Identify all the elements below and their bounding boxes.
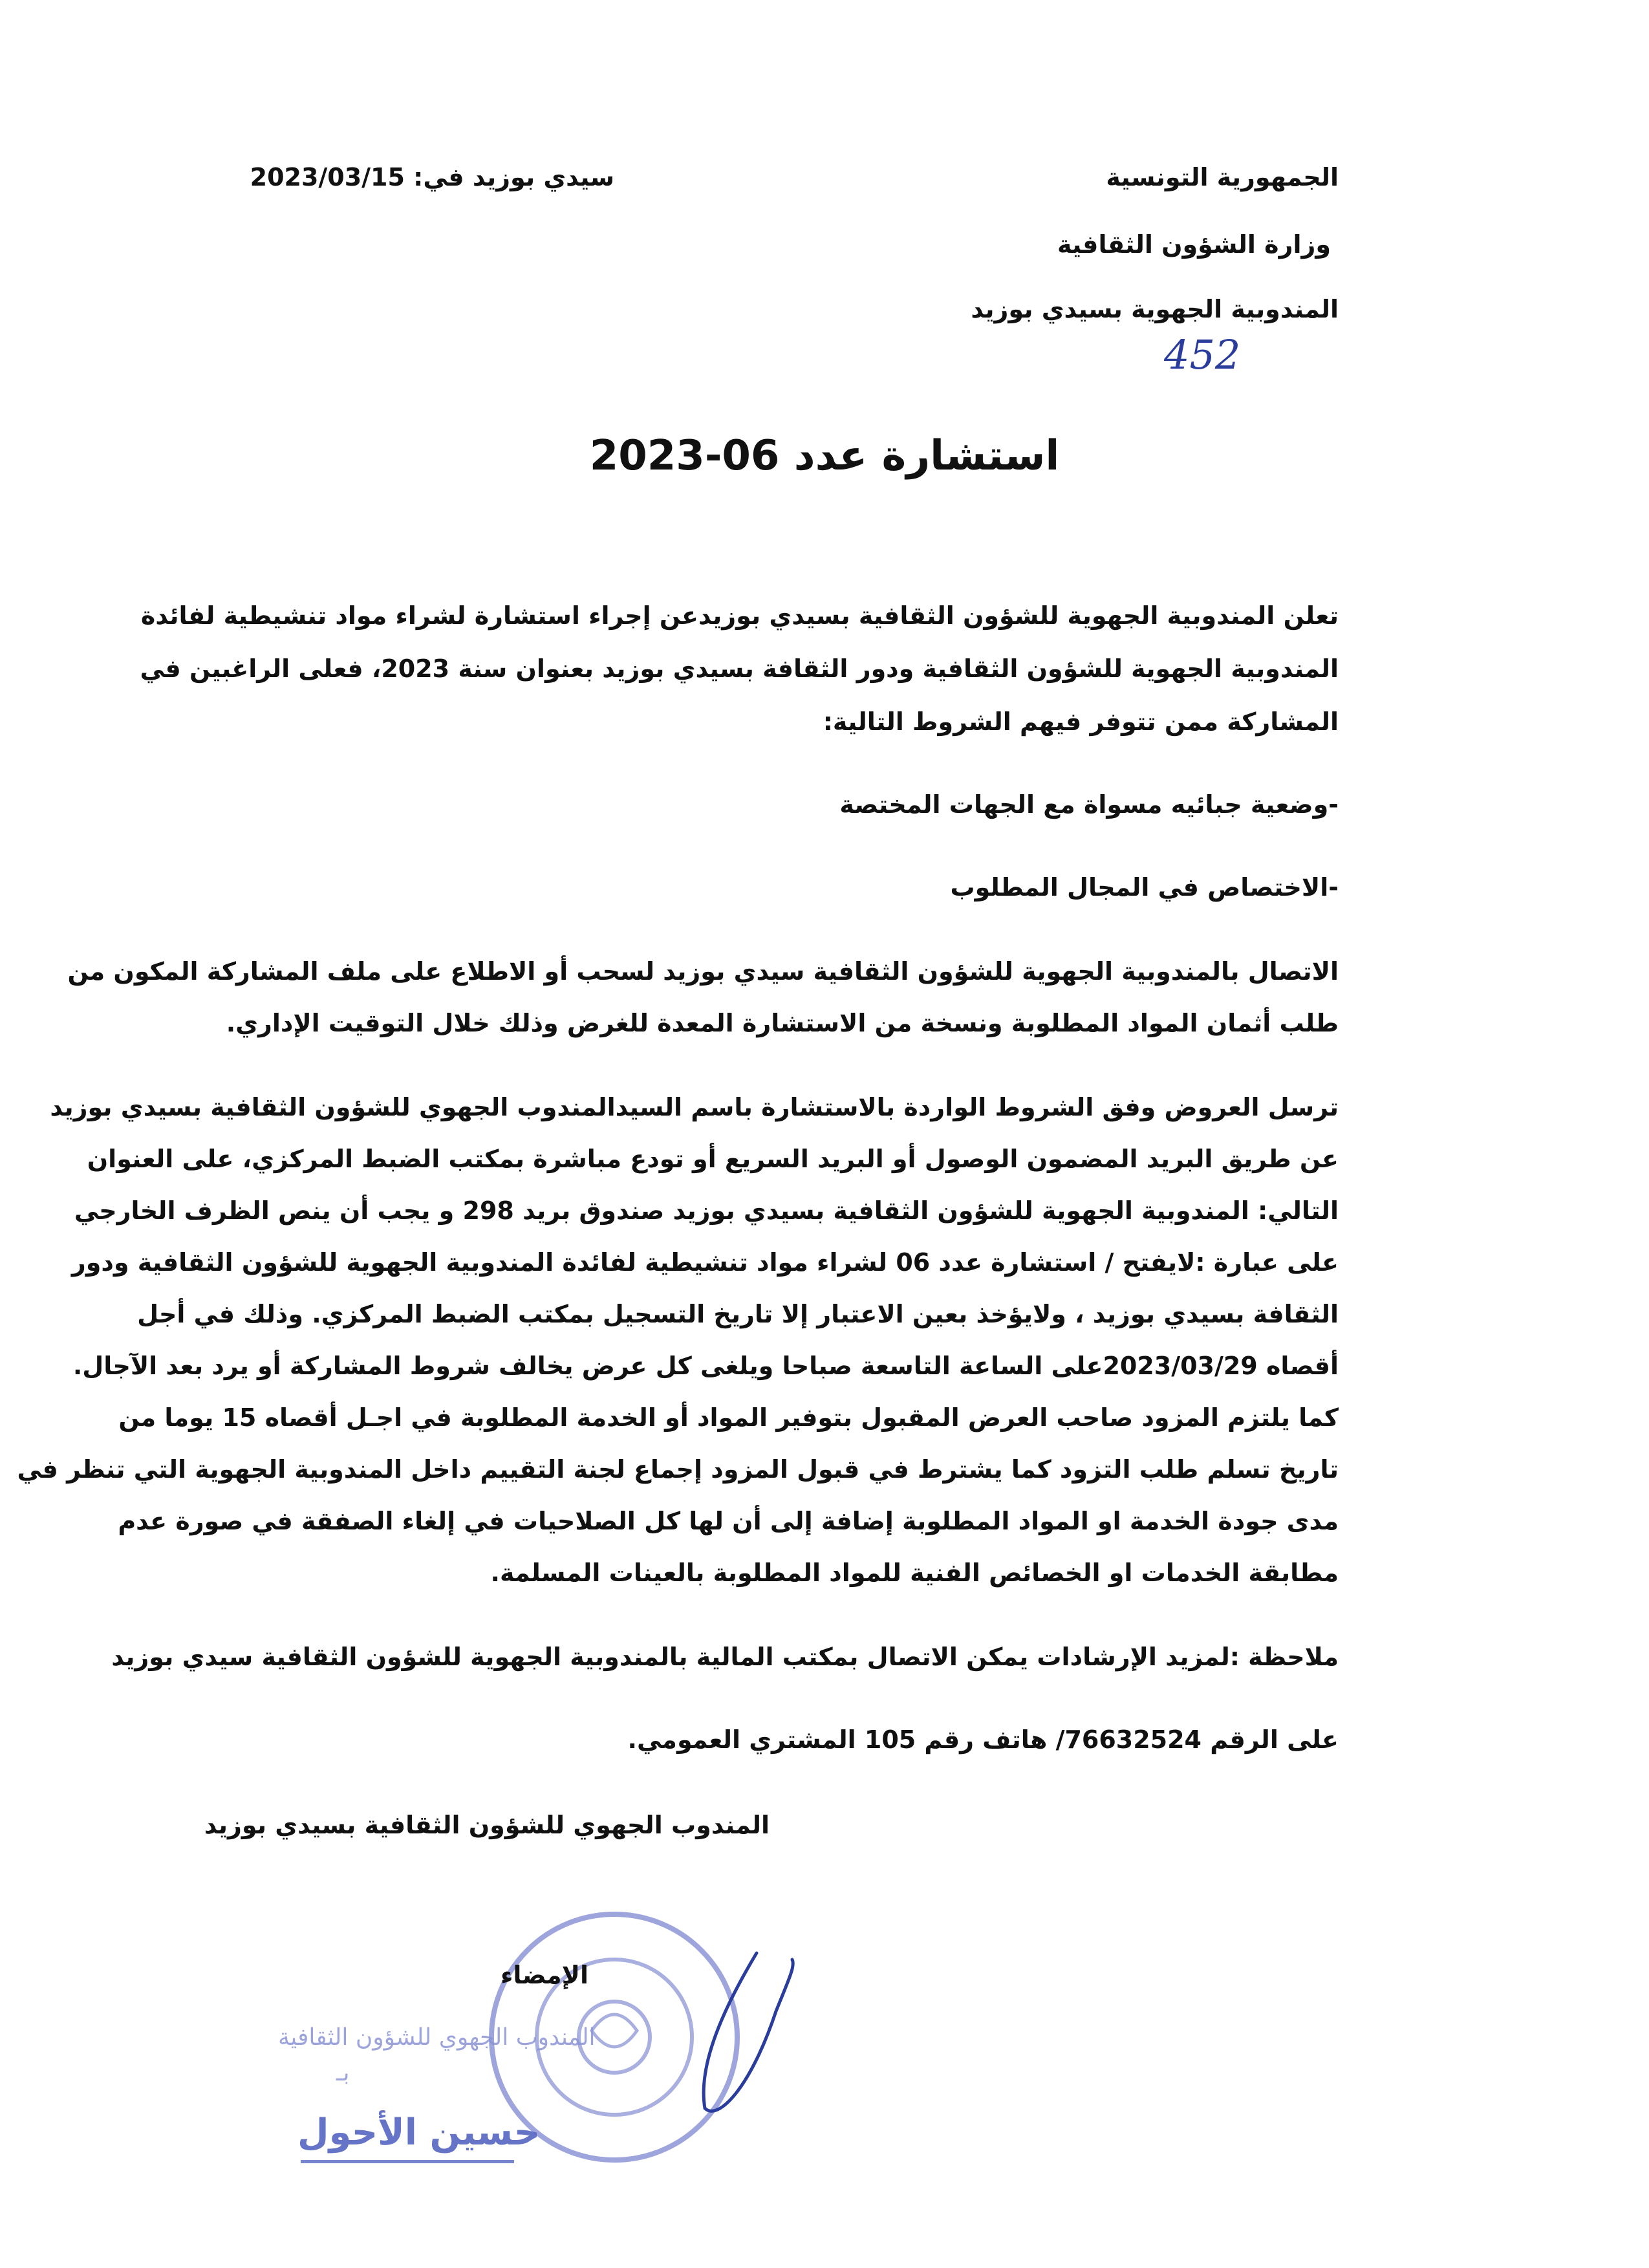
signer-name-underline bbox=[301, 2160, 514, 2163]
note-line-2: على الرقم 76632524/ هاتف رقم 105 المشتري العمومي. bbox=[627, 1725, 1339, 1754]
handwritten-signature bbox=[679, 1940, 808, 2134]
contact-line-2: طلب أثمان المواد المطلوبة ونسخة من الاستشارة المعدة للغرض وذلك خلال التوقيت الإداري. bbox=[226, 1009, 1339, 1037]
submission-line-9: مدى جودة الخدمة او المواد المطلوبة إضافة إلى أن لها كل الصلاحيات في إلغاء الصفقة في صورة عدم bbox=[118, 1507, 1339, 1535]
place-date: سيدي بوزيد في: 2023/03/15 bbox=[250, 163, 614, 191]
stamp-text-line-1: المندوب الجهوي للشؤون الثقافية bbox=[278, 2024, 596, 2051]
stamp-emblem-detail bbox=[592, 2014, 637, 2047]
signature-title: المندوب الجهوي للشؤون الثقافية بسيدي بوزيد bbox=[204, 1811, 770, 1839]
intro-line-3: المشاركة ممن تتوفر فيهم الشروط التالية: bbox=[823, 707, 1339, 736]
submission-line-8: تاريخ تسلم طلب التزود كما يشترط في قبول المزود إجماع لجنة التقييم داخل المندوبية الجهوية التي تنظر في bbox=[17, 1455, 1339, 1484]
submission-line-2: عن طريق البريد المضمون الوصول أو البريد السريع أو تودع مباشرة بمكتب الضبط المركزي، على العنوان bbox=[87, 1145, 1339, 1173]
submission-line-3: التالي: المندوبية الجهوية للشؤون الثقافية بسيدي بوزيد صندوق بريد 298 و يجب أن ينص الظرف الخارجي bbox=[74, 1196, 1339, 1225]
condition-1: -وضعية جبائيه مسواة مع الجهات المختصة bbox=[839, 790, 1339, 819]
header-ministry: وزارة الشؤون الثقافية bbox=[1057, 230, 1331, 259]
contact-line-1: الاتصال بالمندوبية الجهوية للشؤون الثقافية سيدي بوزيد لسحب أو الاطلاع على ملف المشاركة المكون من bbox=[67, 957, 1339, 986]
handwritten-number: 452 bbox=[1164, 331, 1241, 378]
header-country: الجمهورية التونسية bbox=[1106, 163, 1339, 191]
submission-line-5: الثقافة بسيدي بوزيد ، ولايؤخذ بعين الاعتبار إلا تاريخ التسجيل بمكتب الضبط المركزي. وذلك في أجل bbox=[137, 1300, 1339, 1328]
note-line-1: ملاحظة :لمزيد الإرشادات يمكن الاتصال بمكتب المالية بالمندوبية الجهوية للشؤون الثقافية سيدي بوزيد bbox=[111, 1643, 1339, 1671]
submission-line-10: مطابقة الخدمات او الخصائص الفنية للمواد المطلوبة بالعينات المسلمة. bbox=[490, 1559, 1339, 1587]
signer-name: حسين الأحول bbox=[297, 2111, 541, 2154]
signature-label: الإمضاء bbox=[501, 1961, 588, 1989]
header-delegation: المندوبية الجهوية بسيدي بوزيد bbox=[971, 295, 1339, 323]
submission-line-7: كما يلتزم المزود صاحب العرض المقبول بتوفير المواد أو الخدمة المطلوبة في اجـل أقصاه 15 يوما من bbox=[118, 1403, 1339, 1432]
submission-line-6: أقصاه 2023/03/29على الساعة التاسعة صباحا ويلغى كل عرض يخالف شروط المشاركة أو يرد بعد الآجال. bbox=[72, 1352, 1339, 1380]
condition-2: -الاختصاص في المجال المطلوب bbox=[950, 873, 1339, 902]
stamp-text-line-2: بـ bbox=[336, 2060, 350, 2086]
intro-line-2: المندوبية الجهوية للشؤون الثقافية ودور الثقافة بسيدي بوزيد بعنوان سنة 2023، فعلى الراغبين في bbox=[140, 654, 1339, 683]
signature-stroke bbox=[704, 1953, 793, 2111]
page-title: استشارة عدد 06-2023 bbox=[589, 432, 1060, 480]
submission-line-1: ترسل العروض وفق الشروط الواردة بالاستشارة باسم السيدالمندوب الجهوي للشؤون الثقافية بسيدي بوزيد bbox=[50, 1093, 1339, 1121]
intro-line-1: تعلن المندوبية الجهوية للشؤون الثقافية بسيدي بوزيدعن إجراء استشارة لشراء مواد تنشيطية لفائدة bbox=[140, 601, 1339, 630]
submission-line-4: على عبارة :لايفتح / استشارة عدد 06 لشراء مواد تنشيطية لفائدة المندوبية الجهوية للشؤون الثقافية ودور bbox=[71, 1248, 1339, 1277]
